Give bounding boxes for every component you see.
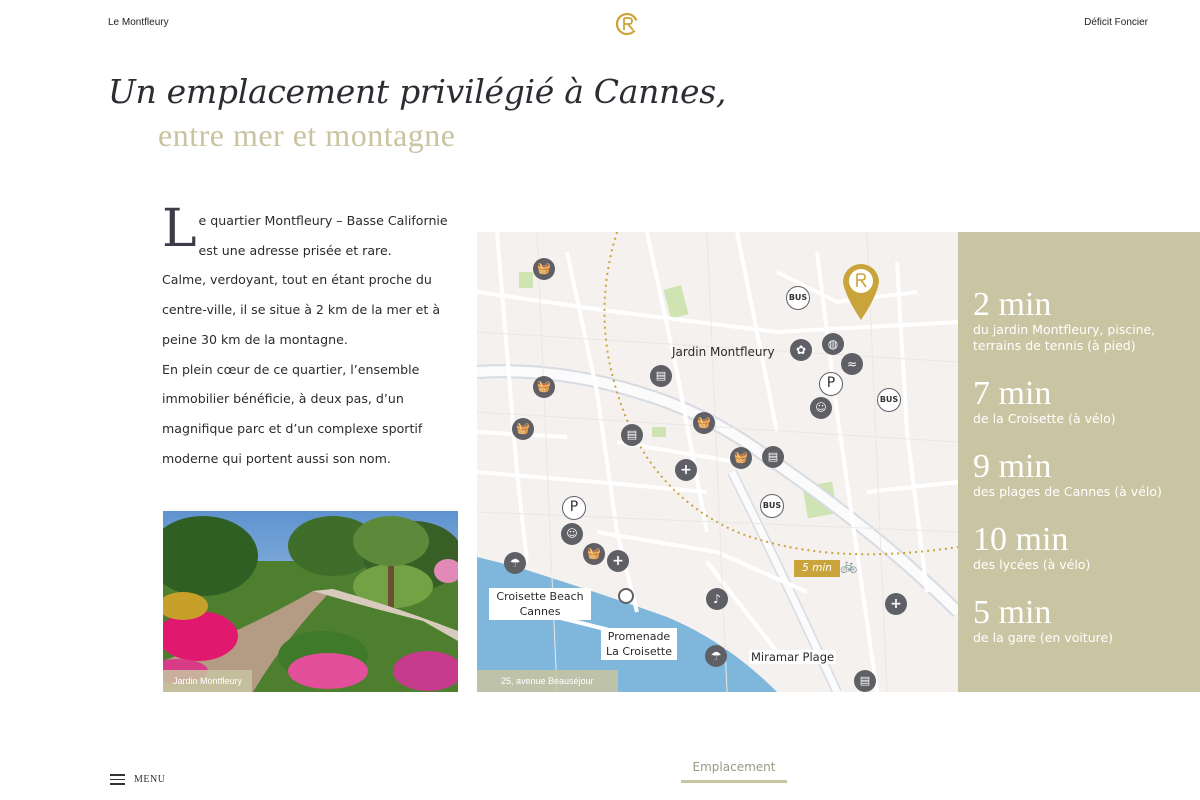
stat-item	[973, 450, 1162, 500]
intro-text	[162, 199, 462, 473]
page-subtitle: entre mer et montagne	[158, 117, 456, 153]
medical-cross-icon[interactable]: +	[675, 459, 697, 481]
basket-icon[interactable]: 🧺	[533, 258, 555, 280]
basket-icon[interactable]: 🧺	[512, 418, 534, 440]
map-canvas	[477, 232, 958, 692]
stat-item	[973, 377, 1116, 427]
beach-umbrella-icon[interactable]: ☂	[705, 645, 727, 667]
bike-icon: 🚲	[840, 558, 858, 574]
header-left-label[interactable]: Le Montfleury	[108, 17, 169, 28]
garden-photo	[163, 511, 458, 692]
stat-description: des lycées (à vélo)	[973, 557, 1091, 572]
location-marker-icon[interactable]	[618, 588, 634, 604]
garden-illustration	[163, 511, 458, 692]
tennis-racket-icon[interactable]: ◍	[822, 333, 844, 355]
page-title: Un emplacement privilégié à Cannes,	[108, 72, 727, 111]
stat-description: de la gare (en voiture)	[973, 630, 1114, 645]
basket-icon[interactable]: 🧺	[730, 447, 752, 469]
bus-stop-icon[interactable]: BUS	[877, 388, 901, 412]
parking-icon[interactable]: P	[819, 372, 843, 396]
bus-stop-icon[interactable]: BUS	[760, 494, 784, 518]
map-label-miramar[interactable]: Miramar Plage	[751, 650, 835, 664]
stat-description: de la Croisette (à vélo)	[973, 411, 1116, 426]
stat-value: 5 min	[973, 594, 1052, 631]
dropcap-letter: L	[162, 199, 197, 259]
school-icon[interactable]: ▤	[621, 424, 643, 446]
basket-icon[interactable]: 🧺	[693, 412, 715, 434]
theatre-masks-icon[interactable]: ☺	[561, 523, 583, 545]
parking-icon[interactable]: P	[562, 496, 586, 520]
stat-description: des plages de Cannes (à vélo)	[973, 484, 1162, 499]
stat-value: 9 min	[973, 448, 1052, 485]
map-label-jardin[interactable]: Jardin Montfleury	[672, 345, 775, 359]
intro-paragraph-1: e quartier Montfleury – Basse Californie est une adresse prisée et rare.	[198, 213, 448, 258]
stat-description: du jardin Montfleury, piscine,	[973, 322, 1156, 337]
photo-caption: Jardin Montfleury	[163, 670, 252, 692]
music-note-icon[interactable]: ♪	[706, 588, 728, 610]
map-caption: 25, avenue Beauséjour	[477, 670, 618, 692]
tab-emplacement[interactable]: Emplacement	[692, 760, 776, 774]
five-min-badge: 5 min	[794, 560, 840, 577]
basket-icon[interactable]: 🧺	[533, 376, 555, 398]
swimming-pool-icon[interactable]: ≈	[841, 353, 863, 375]
school-icon[interactable]: ▤	[762, 446, 784, 468]
stat-item	[973, 523, 1090, 573]
park-tree-icon[interactable]: ✿	[790, 339, 812, 361]
active-tab-indicator	[681, 780, 787, 783]
monogram-logo-icon[interactable]	[614, 11, 640, 37]
intro-paragraph-3: En plein cœur de ce quartier, l’ensemble immobilier bénéficie, à deux pas, d’un magnifique parc et d’un complexe sportif moderne qui portent aussi son nom.	[162, 361, 423, 466]
travel-times-panel	[958, 232, 1200, 692]
menu-label: MENU	[134, 774, 166, 785]
theatre-masks-icon[interactable]: ☺	[810, 397, 832, 419]
stat-value: 2 min	[973, 286, 1052, 323]
medical-cross-icon[interactable]: +	[607, 550, 629, 572]
basket-icon[interactable]: 🧺	[583, 543, 605, 565]
school-icon[interactable]: ▤	[650, 365, 672, 387]
menu-button[interactable]	[110, 774, 165, 785]
beach-umbrella-icon[interactable]: ☂	[504, 552, 526, 574]
school-icon[interactable]: ▤	[854, 670, 876, 692]
hamburger-menu-icon	[110, 774, 125, 785]
stat-description: terrains de tennis (à pied)	[973, 338, 1136, 353]
stat-item	[973, 288, 1155, 354]
header-right-label[interactable]: Déficit Foncier	[1084, 17, 1148, 28]
intro-paragraph-2: Calme, verdoyant, tout en étant proche du centre-ville, il se situe à 2 km de la mer et à peine 30 km de la montagne.	[162, 272, 441, 347]
location-map[interactable]	[477, 232, 958, 692]
medical-cross-icon[interactable]: +	[885, 593, 907, 615]
stat-value: 7 min	[973, 375, 1052, 412]
map-label-croisette-beach[interactable]: Croisette Beach Cannes	[489, 588, 591, 620]
stat-item	[973, 596, 1113, 646]
stat-value: 10 min	[973, 521, 1069, 558]
map-label-promenade[interactable]: Promenade La Croisette	[601, 628, 677, 660]
bus-stop-icon[interactable]: BUS	[786, 286, 810, 310]
property-pin-icon[interactable]	[840, 260, 882, 322]
